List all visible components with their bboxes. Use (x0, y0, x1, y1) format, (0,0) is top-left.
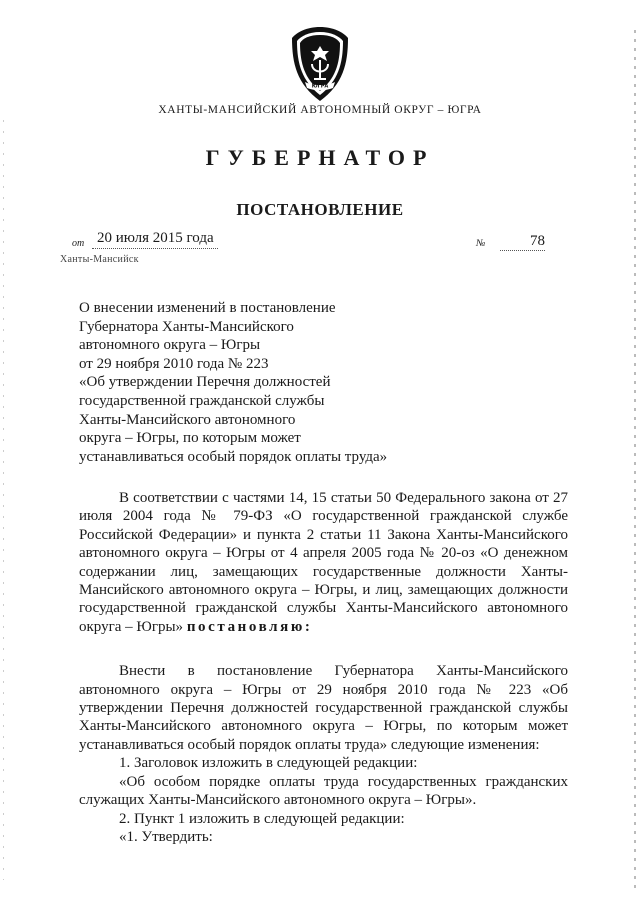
document-body (79, 489, 568, 846)
scan-edge-left (3, 120, 4, 880)
body-paragraph: Внести в постановление Губернатора Ханты-Мансийского автономного округа – Югры от 29 ноября 2010 года № 223 «Об утверждении Перечня должностей государственной гражданской службы Ханты-Мансийского автономного округа – Югры, по которым может устанавливаться особый порядок оплаты труда» следующие изменения: (79, 663, 568, 753)
subject-line: Ханты-Мансийского автономного (79, 411, 296, 428)
region-name: ХАНТЫ-МАНСИЙСКИЙ АВТОНОМНЫЙ ОКРУГ – ЮГРА (158, 104, 482, 116)
governor-heading: ГУБЕРНАТОР (205, 145, 435, 170)
number-underline (500, 250, 545, 251)
body-paragraph: «Об особом порядке оплаты труда государственных гражданских служащих Ханты-Мансийского автономного округа – Югры». (79, 773, 568, 809)
subject-line: Губернатора Ханты-Мансийского (79, 318, 294, 335)
body-paragraph: «1. Утвердить: (119, 828, 213, 845)
body-paragraph: 2. Пункт 1 изложить в следующей редакции: (119, 810, 405, 827)
document-subject (79, 299, 399, 466)
document-number: 78 (530, 233, 545, 249)
subject-line: округа – Югры, по которым может (79, 430, 301, 447)
body-paragraph: 1. Заголовок изложить в следующей редакции: (119, 755, 418, 772)
subject-line: от 29 ноября 2010 года № 223 (79, 355, 269, 372)
date-underline (92, 248, 218, 249)
number-sign: № (476, 238, 486, 249)
subject-line: государственной гражданской службы (79, 392, 325, 409)
document-type: ПОСТАНОВЛЕНИЕ (236, 200, 404, 219)
subject-line: автономного округа – Югры (79, 337, 261, 354)
decree-word: постановляю: (186, 618, 313, 635)
city-name: Ханты-Мансийск (60, 254, 139, 265)
date-prefix: от (72, 238, 85, 249)
coat-of-arms-emblem (285, 24, 355, 104)
subject-line: устанавливаться особый порядок оплаты труда» (79, 448, 388, 465)
svg-text:ЮГРА: ЮГРА (311, 83, 329, 90)
preamble-text: В соответствии с частями 14, 15 статьи 50 Федерального закона от 27 июля 2004 года № 79-ФЗ «О государственной гражданской службе Российской Федерации» и пункта 2 статьи 11 Закона Ханты-Мансийского автономного округа – Югры от 4 апреля 2005 года № 20-оз «О денежном содержании лиц, замещающих государственные должности Ханты-Мансийского автономного округа – Югры, и лиц, замещающих должности государственной гражданской службы Ханты-Мансийского автономного округа – Югры» (79, 490, 568, 635)
subject-line: О внесении изменений в постановление (79, 300, 336, 316)
document-date: 20 июля 2015 года (97, 230, 214, 246)
subject-line: «Об утверждении Перечня должностей (79, 374, 331, 391)
preamble-paragraph (79, 489, 568, 636)
